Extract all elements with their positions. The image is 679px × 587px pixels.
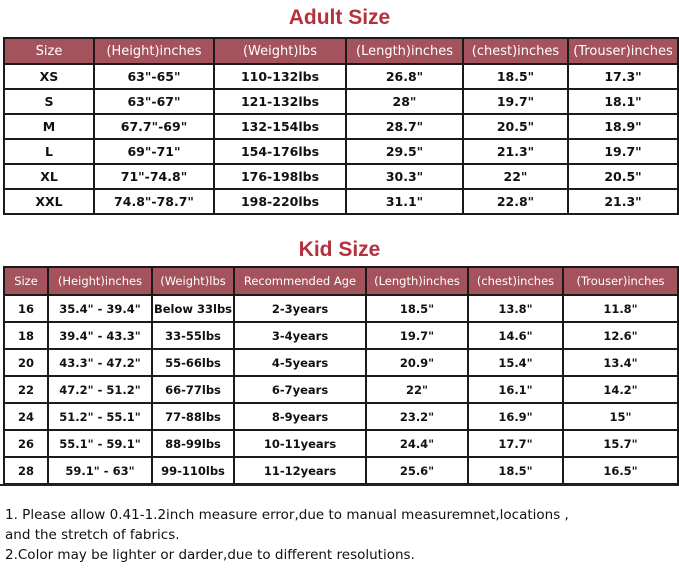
kid-table-cell: 39.4" - 43.3" bbox=[48, 322, 152, 349]
adult-table-cell: 74.8"-78.7" bbox=[94, 189, 214, 214]
adult-col-chest: (chest)inches bbox=[463, 38, 568, 64]
adult-table-cell: 21.3" bbox=[463, 139, 568, 164]
adult-header-row bbox=[4, 38, 678, 64]
kid-table-cell: 51.2" - 55.1" bbox=[48, 403, 152, 430]
kid-table-cell: 13.8" bbox=[468, 295, 563, 322]
kid-table-cell: 77-88lbs bbox=[152, 403, 234, 430]
kid-table-cell: 66-77lbs bbox=[152, 376, 234, 403]
kid-table-cell: 88-99lbs bbox=[152, 430, 234, 457]
adult-table-cell: M bbox=[4, 114, 94, 139]
adult-table-cell: 28" bbox=[346, 89, 463, 114]
kid-table-cell: 22" bbox=[366, 376, 468, 403]
adult-table-cell: 30.3" bbox=[346, 164, 463, 189]
kid-table-cell: 18.5" bbox=[468, 457, 563, 484]
adult-table-cell: L bbox=[4, 139, 94, 164]
adult-table-cell: 21.3" bbox=[568, 189, 678, 214]
kid-table-cell: 24.4" bbox=[366, 430, 468, 457]
kid-table-cell: 12.6" bbox=[563, 322, 678, 349]
adult-table-cell: 26.8" bbox=[346, 64, 463, 89]
adult-table-cell: 19.7" bbox=[568, 139, 678, 164]
kid-table-cell: 16.1" bbox=[468, 376, 563, 403]
kid-table-row bbox=[4, 376, 678, 403]
kid-table-cell: 55.1" - 59.1" bbox=[48, 430, 152, 457]
kid-table-cell: 11.8" bbox=[563, 295, 678, 322]
kid-table-cell: 13.4" bbox=[563, 349, 678, 376]
kid-table-cell: 20 bbox=[4, 349, 48, 376]
kid-col-weight: (Weight)lbs bbox=[152, 267, 234, 295]
kid-table-cell: 3-4years bbox=[234, 322, 366, 349]
adult-table-cell: 69"-71" bbox=[94, 139, 214, 164]
adult-table-row bbox=[4, 89, 678, 114]
kid-table-cell: 2-3years bbox=[234, 295, 366, 322]
adult-table-cell: 63"-67" bbox=[94, 89, 214, 114]
kid-table-row bbox=[4, 430, 678, 457]
kid-table-cell: 99-110lbs bbox=[152, 457, 234, 484]
kid-header-row bbox=[4, 267, 678, 295]
adult-table-cell: 67.7"-69" bbox=[94, 114, 214, 139]
adult-table-cell: 132-154lbs bbox=[214, 114, 346, 139]
adult-table-row bbox=[4, 164, 678, 189]
adult-table-cell: 19.7" bbox=[463, 89, 568, 114]
kid-table-cell: 25.6" bbox=[366, 457, 468, 484]
kid-table-cell: Below 33lbs bbox=[152, 295, 234, 322]
adult-table-cell: 20.5" bbox=[463, 114, 568, 139]
kid-col-size: Size bbox=[4, 267, 48, 295]
adult-table-cell: XS bbox=[4, 64, 94, 89]
adult-table-cell: 198-220lbs bbox=[214, 189, 346, 214]
kid-table-cell: 16 bbox=[4, 295, 48, 322]
kid-table-cell: 15" bbox=[563, 403, 678, 430]
kid-table-cell: 28 bbox=[4, 457, 48, 484]
kid-table-cell: 14.6" bbox=[468, 322, 563, 349]
kid-table-row bbox=[4, 295, 678, 322]
adult-size-title: Adult Size bbox=[288, 6, 391, 29]
adult-size-table bbox=[3, 37, 679, 215]
note-line: and the stretch of fabrics. bbox=[5, 527, 180, 543]
adult-table-row bbox=[4, 139, 678, 164]
adult-col-length: (Length)inches bbox=[346, 38, 463, 64]
notes-section bbox=[5, 505, 569, 565]
adult-col-height: (Height)inches bbox=[94, 38, 214, 64]
adult-table-cell: 71"-74.8" bbox=[94, 164, 214, 189]
kid-table-cell: 33-55lbs bbox=[152, 322, 234, 349]
adult-table-cell: 110-132lbs bbox=[214, 64, 346, 89]
adult-table-cell: XXL bbox=[4, 189, 94, 214]
kid-table-cell: 6-7years bbox=[234, 376, 366, 403]
kid-table-cell: 10-11years bbox=[234, 430, 366, 457]
kid-table-cell: 47.2" - 51.2" bbox=[48, 376, 152, 403]
adult-table-cell: 29.5" bbox=[346, 139, 463, 164]
kid-col-chest: (chest)inches bbox=[468, 267, 563, 295]
kid-table-row bbox=[4, 349, 678, 376]
kid-col-trouser: (Trouser)inches bbox=[563, 267, 678, 295]
kid-table-cell: 4-5years bbox=[234, 349, 366, 376]
adult-table-cell: 17.3" bbox=[568, 64, 678, 89]
kid-table-cell: 15.7" bbox=[563, 430, 678, 457]
adult-table-cell: 20.5" bbox=[568, 164, 678, 189]
adult-table-cell: 31.1" bbox=[346, 189, 463, 214]
adult-table-row bbox=[4, 189, 678, 214]
kid-table-cell: 35.4" - 39.4" bbox=[48, 295, 152, 322]
kid-table-cell: 22 bbox=[4, 376, 48, 403]
kid-table-cell: 8-9years bbox=[234, 403, 366, 430]
adult-table-cell: 63"-65" bbox=[94, 64, 214, 89]
kid-col-height: (Height)inches bbox=[48, 267, 152, 295]
kid-table-cell: 26 bbox=[4, 430, 48, 457]
adult-table-cell: 154-176lbs bbox=[214, 139, 346, 164]
adult-col-trouser: (Trouser)inches bbox=[568, 38, 678, 64]
adult-table-cell: 22.8" bbox=[463, 189, 568, 214]
kid-size-table bbox=[3, 266, 679, 485]
kid-size-title: Kid Size bbox=[298, 238, 381, 261]
kid-table-cell: 59.1" - 63" bbox=[48, 457, 152, 484]
kid-table-cell: 19.7" bbox=[366, 322, 468, 349]
kid-table-cell: 14.2" bbox=[563, 376, 678, 403]
kid-table-row bbox=[4, 457, 678, 484]
adult-table-cell: 176-198lbs bbox=[214, 164, 346, 189]
note-line: 2.Color may be lighter or darder,due to different resolutions. bbox=[5, 547, 415, 563]
adult-table-cell: 18.1" bbox=[568, 89, 678, 114]
adult-table-cell: 121-132lbs bbox=[214, 89, 346, 114]
adult-table-row bbox=[4, 64, 678, 89]
kid-table-cell: 17.7" bbox=[468, 430, 563, 457]
adult-table-cell: S bbox=[4, 89, 94, 114]
kid-table-cell: 11-12years bbox=[234, 457, 366, 484]
kid-table-row bbox=[4, 403, 678, 430]
kid-table-cell: 20.9" bbox=[366, 349, 468, 376]
kid-table-cell: 16.5" bbox=[563, 457, 678, 484]
kid-table-cell: 15.4" bbox=[468, 349, 563, 376]
adult-table-cell: 18.9" bbox=[568, 114, 678, 139]
kid-col-age: Recommended Age bbox=[234, 267, 366, 295]
kid-table-cell: 43.3" - 47.2" bbox=[48, 349, 152, 376]
kid-table-cell: 55-66lbs bbox=[152, 349, 234, 376]
adult-table-cell: 18.5" bbox=[463, 64, 568, 89]
kid-table-row bbox=[4, 322, 678, 349]
kid-table-cell: 18 bbox=[4, 322, 48, 349]
note-line: 1. Please allow 0.41-1.2inch measure error,due to manual measuremnet,locations , bbox=[5, 507, 569, 523]
adult-table-cell: 22" bbox=[463, 164, 568, 189]
kid-col-length: (Length)inches bbox=[366, 267, 468, 295]
adult-table-cell: 28.7" bbox=[346, 114, 463, 139]
adult-col-weight: (Weight)lbs bbox=[214, 38, 346, 64]
adult-table-row bbox=[4, 114, 678, 139]
kid-table-cell: 23.2" bbox=[366, 403, 468, 430]
kid-table-cell: 24 bbox=[4, 403, 48, 430]
kid-table-cell: 16.9" bbox=[468, 403, 563, 430]
adult-table-cell: XL bbox=[4, 164, 94, 189]
adult-col-size: Size bbox=[4, 38, 94, 64]
kid-table-cell: 18.5" bbox=[366, 295, 468, 322]
